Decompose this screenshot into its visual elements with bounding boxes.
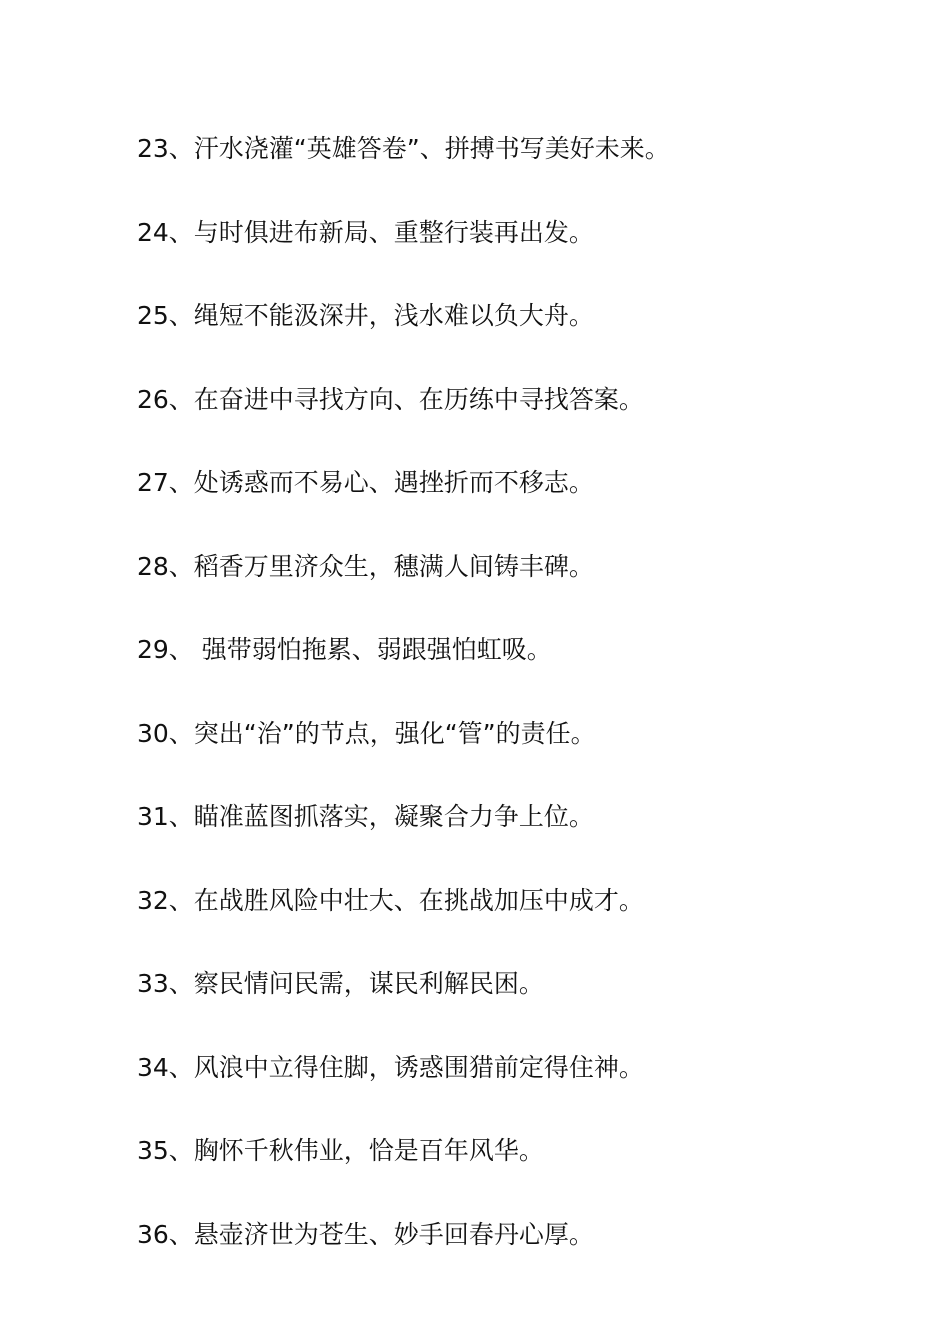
slogan-line-31: 31、瞄准蓝图抓落实，凝聚合力争上位。 xyxy=(137,802,594,831)
slogan-line-32: 32、在战胜风险中壮大、在挑战加压中成才。 xyxy=(137,885,644,915)
slogan-line-35: 35、胸怀千秋伟业，恰是百年风华。 xyxy=(137,1136,544,1165)
slogan-line-24: 24、与时俱进布新局、重整行装再出发。 xyxy=(137,217,594,247)
slogan-line-29: 29、 强带弱怕拖累、弱跟强怕虹吸。 xyxy=(137,635,552,664)
slogan-line-36: 36、悬壶济世为苍生、妙手回春丹心厚。 xyxy=(137,1219,594,1249)
slogan-line-25: 25、绳短不能汲深井，浅水难以负大舟。 xyxy=(137,301,594,330)
slogan-line-23: 23、汗水浇灌“英雄答卷”、拼搏书写美好未来。 xyxy=(137,134,670,163)
slogan-list xyxy=(137,126,877,1295)
slogan-line-34: 34、风浪中立得住脚，诱惑围猎前定得住神。 xyxy=(137,1052,644,1082)
slogan-line-26: 26、在奋进中寻找方向、在历练中寻找答案。 xyxy=(137,384,644,414)
slogan-line-33: 33、察民情问民需，谋民利解民困。 xyxy=(137,969,544,998)
slogan-line-28: 28、稻香万里济众生，穗满人间铸丰碑。 xyxy=(137,551,594,581)
slogan-line-30: 30、突出“治”的节点，强化“管”的责任。 xyxy=(137,718,596,748)
slogan-line-27: 27、处诱惑而不易心、遇挫折而不移志。 xyxy=(137,468,594,497)
